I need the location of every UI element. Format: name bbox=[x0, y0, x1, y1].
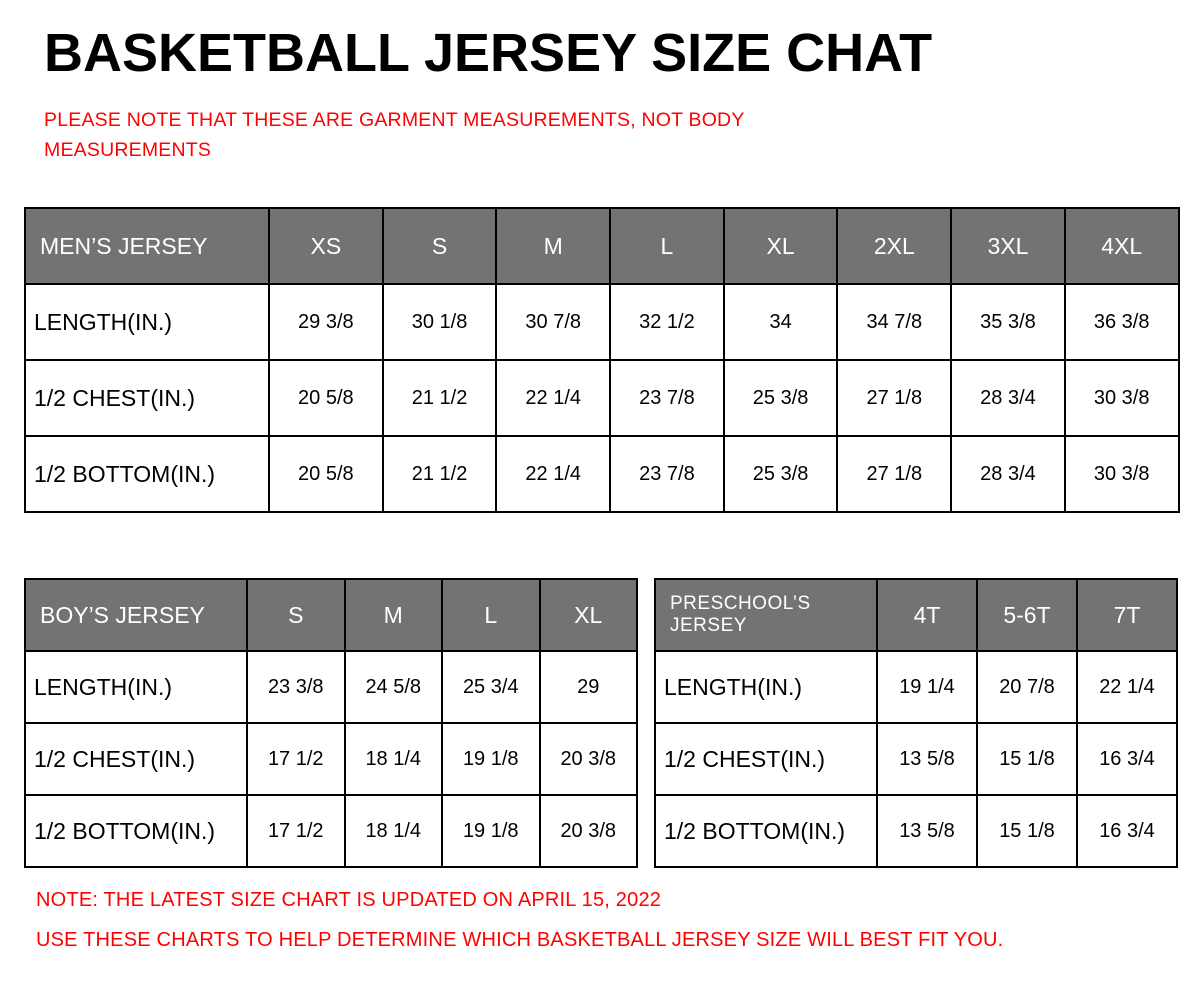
cell-value: 25 3/8 bbox=[724, 360, 838, 436]
cell-value: 30 3/8 bbox=[1065, 360, 1179, 436]
table-row bbox=[25, 360, 1179, 436]
cell-value: 29 bbox=[540, 651, 638, 723]
mens-size-header: S bbox=[383, 208, 497, 284]
cell-value: 30 7/8 bbox=[496, 284, 610, 360]
cell-value: 20 5/8 bbox=[269, 436, 383, 512]
boys-jersey-table-container bbox=[24, 578, 638, 868]
row-label: 1/2 CHEST(IN.) bbox=[25, 723, 247, 795]
cell-value: 13 5/8 bbox=[877, 723, 977, 795]
cell-value: 22 1/4 bbox=[496, 436, 610, 512]
cell-value: 28 3/4 bbox=[951, 360, 1065, 436]
boys-header-label: BOY’S JERSEY bbox=[25, 579, 247, 651]
cell-value: 24 5/8 bbox=[345, 651, 443, 723]
cell-value: 18 1/4 bbox=[345, 723, 443, 795]
cell-value: 21 1/2 bbox=[383, 436, 497, 512]
mens-size-header: XL bbox=[724, 208, 838, 284]
mens-header-label: MEN’S JERSEY bbox=[25, 208, 269, 284]
note-usage: USE THESE CHARTS TO HELP DETERMINE WHICH BASKETBALL JERSEY SIZE WILL BEST FIT YOU. bbox=[36, 929, 1004, 951]
preschool-jersey-table bbox=[654, 578, 1178, 868]
cell-value: 25 3/8 bbox=[724, 436, 838, 512]
row-label: LENGTH(IN.) bbox=[25, 651, 247, 723]
page-title: BASKETBALL JERSEY SIZE CHAT bbox=[44, 23, 933, 83]
cell-value: 17 1/2 bbox=[247, 723, 345, 795]
row-label: 1/2 BOTTOM(IN.) bbox=[25, 436, 269, 512]
table-header-row bbox=[655, 579, 1177, 651]
mens-size-header: XS bbox=[269, 208, 383, 284]
table-row bbox=[25, 436, 1179, 512]
row-label: 1/2 CHEST(IN.) bbox=[25, 360, 269, 436]
cell-value: 34 7/8 bbox=[837, 284, 951, 360]
mens-size-header: 3XL bbox=[951, 208, 1065, 284]
cell-value: 19 1/4 bbox=[877, 651, 977, 723]
mens-size-header: 4XL bbox=[1065, 208, 1179, 284]
cell-value: 23 7/8 bbox=[610, 360, 724, 436]
preschool-size-header: 5-6T bbox=[977, 579, 1077, 651]
table-row bbox=[25, 284, 1179, 360]
cell-value: 28 3/4 bbox=[951, 436, 1065, 512]
garment-measurement-note: PLEASE NOTE THAT THESE ARE GARMENT MEASUREMENTS, NOT BODY MEASUREMENTS bbox=[44, 109, 745, 161]
note-update-date: NOTE: THE LATEST SIZE CHART IS UPDATED ON APRIL 15, 2022 bbox=[36, 889, 662, 911]
boys-size-header: M bbox=[345, 579, 443, 651]
cell-value: 32 1/2 bbox=[610, 284, 724, 360]
cell-value: 19 1/8 bbox=[442, 795, 540, 867]
bottom-notes bbox=[36, 880, 1003, 960]
table-row bbox=[655, 651, 1177, 723]
cell-value: 30 1/8 bbox=[383, 284, 497, 360]
cell-value: 16 3/4 bbox=[1077, 795, 1177, 867]
mens-jersey-table bbox=[24, 207, 1180, 513]
cell-value: 13 5/8 bbox=[877, 795, 977, 867]
cell-value: 30 3/8 bbox=[1065, 436, 1179, 512]
row-label: 1/2 CHEST(IN.) bbox=[655, 723, 877, 795]
cell-value: 34 bbox=[724, 284, 838, 360]
mens-size-header: M bbox=[496, 208, 610, 284]
table-row bbox=[25, 723, 637, 795]
cell-value: 20 3/8 bbox=[540, 795, 638, 867]
cell-value: 23 3/8 bbox=[247, 651, 345, 723]
cell-value: 27 1/8 bbox=[837, 360, 951, 436]
row-label: 1/2 BOTTOM(IN.) bbox=[25, 795, 247, 867]
cell-value: 21 1/2 bbox=[383, 360, 497, 436]
mens-size-header: 2XL bbox=[837, 208, 951, 284]
table-header-row bbox=[25, 208, 1179, 284]
row-label: 1/2 BOTTOM(IN.) bbox=[655, 795, 877, 867]
cell-value: 23 7/8 bbox=[610, 436, 724, 512]
cell-value: 27 1/8 bbox=[837, 436, 951, 512]
preschool-size-header: 7T bbox=[1077, 579, 1177, 651]
cell-value: 22 1/4 bbox=[496, 360, 610, 436]
cell-value: 15 1/8 bbox=[977, 795, 1077, 867]
mens-jersey-table-container bbox=[24, 207, 1180, 513]
table-row bbox=[655, 723, 1177, 795]
cell-value: 36 3/8 bbox=[1065, 284, 1179, 360]
mens-size-header: L bbox=[610, 208, 724, 284]
preschool-jersey-table-container bbox=[654, 578, 1178, 868]
cell-value: 15 1/8 bbox=[977, 723, 1077, 795]
cell-value: 16 3/4 bbox=[1077, 723, 1177, 795]
row-label: LENGTH(IN.) bbox=[655, 651, 877, 723]
cell-value: 35 3/8 bbox=[951, 284, 1065, 360]
table-row bbox=[655, 795, 1177, 867]
cell-value: 20 5/8 bbox=[269, 360, 383, 436]
table-row bbox=[25, 651, 637, 723]
cell-value: 17 1/2 bbox=[247, 795, 345, 867]
cell-value: 20 7/8 bbox=[977, 651, 1077, 723]
cell-value: 19 1/8 bbox=[442, 723, 540, 795]
boys-size-header: S bbox=[247, 579, 345, 651]
table-header-row bbox=[25, 579, 637, 651]
boys-jersey-table bbox=[24, 578, 638, 868]
boys-size-header: XL bbox=[540, 579, 638, 651]
cell-value: 29 3/8 bbox=[269, 284, 383, 360]
cell-value: 25 3/4 bbox=[442, 651, 540, 723]
preschool-size-header: 4T bbox=[877, 579, 977, 651]
cell-value: 18 1/4 bbox=[345, 795, 443, 867]
cell-value: 20 3/8 bbox=[540, 723, 638, 795]
table-row bbox=[25, 795, 637, 867]
boys-size-header: L bbox=[442, 579, 540, 651]
preschool-header-label: PRESCHOOL’S JERSEY bbox=[655, 579, 877, 651]
row-label: LENGTH(IN.) bbox=[25, 284, 269, 360]
cell-value: 22 1/4 bbox=[1077, 651, 1177, 723]
